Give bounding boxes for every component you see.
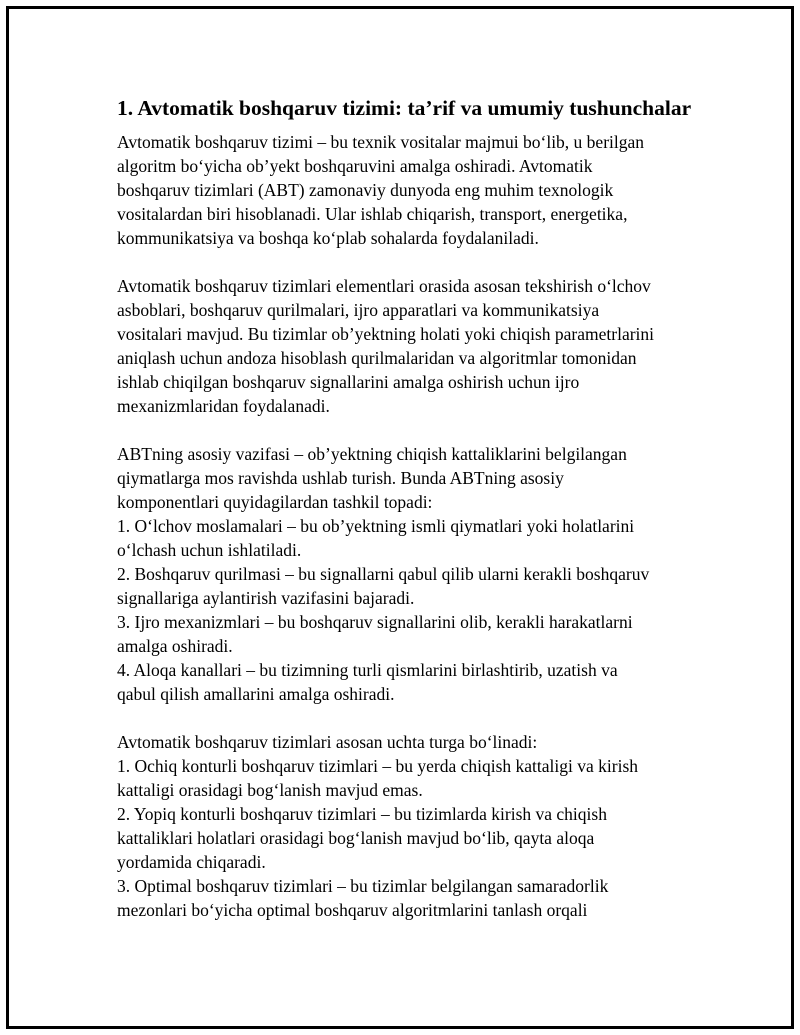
text-line: o‘lchash uchun ishlatiladi. — [117, 540, 302, 560]
text-line: yordamida chiqaradi. — [117, 852, 266, 872]
text-line: vositalardan biri hisoblanadi. Ular ishlab chiqarish, transport, energetika, — [117, 204, 628, 224]
text-line: kattaliklari holatlari orasidagi bog‘lanish mavjud bo‘lib, qayta aloqa — [117, 828, 595, 848]
text-line: signallariga aylantirish vazifasini bajaradi. — [117, 588, 415, 608]
text-line: mezonlari bo‘yicha optimal boshqaruv algoritmlarini tanlash orqali — [117, 900, 588, 920]
text-line: 2. Boshqaruv qurilmasi – bu signallarni qabul qilib ularni kerakli boshqaruv — [117, 564, 650, 584]
text-line: vositalari mavjud. Bu tizimlar ob’yektning holati yoki chiqish parametrlarini — [117, 324, 655, 344]
paragraph — [117, 442, 707, 706]
document-body — [117, 94, 707, 946]
text-line: asboblari, boshqaruv qurilmalari, ijro apparatlari va kommunikatsiya — [117, 300, 600, 320]
text-line: 1. O‘lchov moslamalari – bu ob’yektning ismli qiymatlari yoki holatlarini — [117, 516, 635, 536]
text-line: qabul qilish amallarini amalga oshiradi. — [117, 684, 395, 704]
text-line: kattaligi orasidagi bog‘lanish mavjud emas. — [117, 780, 423, 800]
text-line: 3. Ijro mexanizmlari – bu boshqaruv signallarini olib, kerakli harakatlarni — [117, 612, 633, 632]
text-line: boshqaruv tizimlari (ABT) zamonaviy dunyoda eng muhim texnologik — [117, 180, 614, 200]
paragraph — [117, 274, 707, 418]
text-line: mexanizmlaridan foydalanadi. — [117, 396, 330, 416]
text-line: 4. Aloqa kanallari – bu tizimning turli qismlarini birlashtirib, uzatish va — [117, 660, 618, 680]
text-line: komponentlari quyidagilardan tashkil topadi: — [117, 492, 433, 512]
text-line: aniqlash uchun andoza hisoblash qurilmalaridan va algoritmlar tomonidan — [117, 348, 637, 368]
text-line: kommunikatsiya va boshqa ko‘plab sohalarda foydalaniladi. — [117, 228, 539, 248]
paragraph — [117, 730, 707, 922]
document-title: 1. Avtomatik boshqaruv tizimi: ta’rif va umumiy tushunchalar — [117, 96, 692, 120]
text-line: Avtomatik boshqaruv tizimi – bu texnik vositalar majmui bo‘lib, u berilgan — [117, 132, 645, 152]
text-line: algoritm bo‘yicha ob’yekt boshqaruvini amalga oshiradi. Avtomatik — [117, 156, 593, 176]
text-line: ABTning asosiy vazifasi – ob’yektning chiqish kattaliklarini belgilangan — [117, 444, 627, 464]
text-line: 2. Yopiq konturli boshqaruv tizimlari – bu tizimlarda kirish va chiqish — [117, 804, 607, 824]
text-line: amalga oshiradi. — [117, 636, 233, 656]
text-line: qiymatlarga mos ravishda ushlab turish. Bunda ABTning asosiy — [117, 468, 564, 488]
text-line: ishlab chiqilgan boshqaruv signallarini amalga oshirish uchun ijro — [117, 372, 580, 392]
text-line: 1. Ochiq konturli boshqaruv tizimlari – bu yerda chiqish kattaligi va kirish — [117, 756, 639, 776]
paragraph — [117, 130, 707, 250]
text-line: 3. Optimal boshqaruv tizimlari – bu tizimlar belgilangan samaradorlik — [117, 876, 609, 896]
text-line: Avtomatik boshqaruv tizimlari elementlari orasida asosan tekshirish o‘lchov — [117, 276, 651, 296]
text-line: Avtomatik boshqaruv tizimlari asosan uchta turga bo‘linadi: — [117, 732, 538, 752]
paragraph-container — [117, 130, 707, 922]
